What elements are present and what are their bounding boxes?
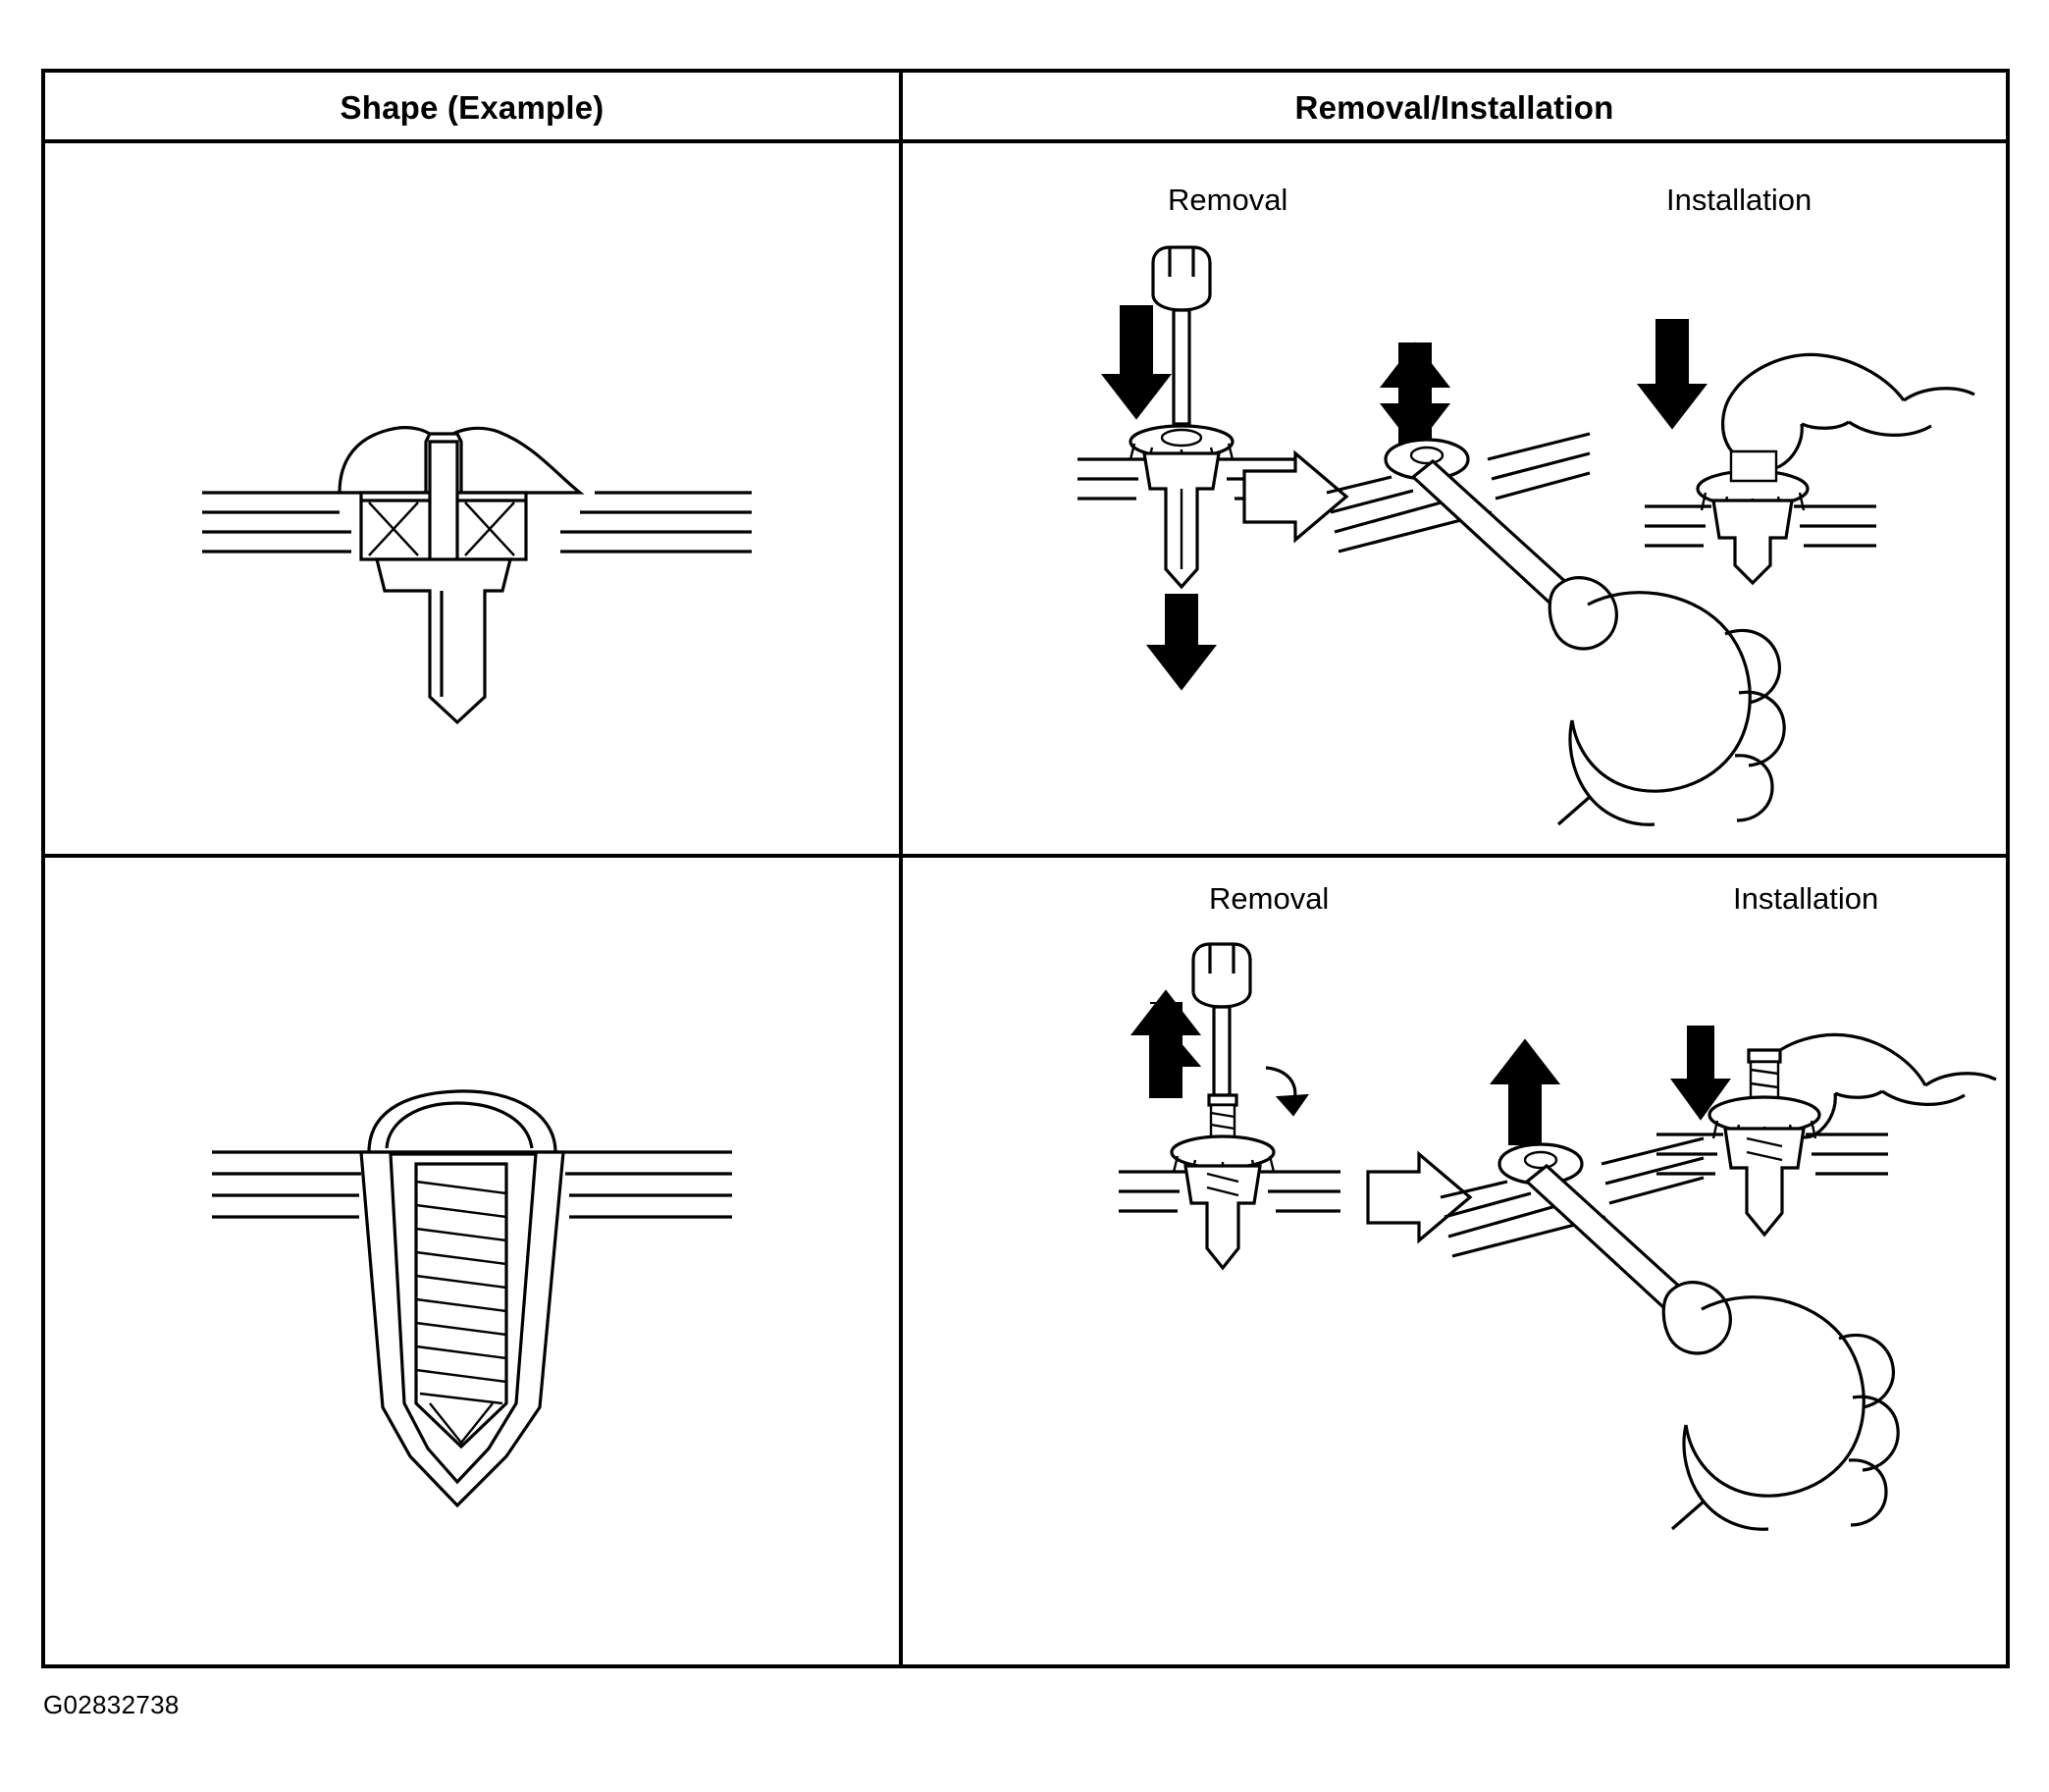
clip-removal-table xyxy=(41,69,2010,1668)
table-header-row xyxy=(45,73,2006,143)
label-removal-row1: Removal xyxy=(1168,183,1288,217)
cell-shape-row1 xyxy=(45,147,899,854)
figure-code: G02832738 xyxy=(43,1690,180,1719)
cell-removal-installation-row2 xyxy=(903,858,2006,1664)
header-removal-installation: Removal/Installation xyxy=(1294,89,1614,126)
cell-removal-installation-row1 xyxy=(903,147,2006,854)
push-rivet-shape-illustration xyxy=(45,147,899,854)
label-removal-row2: Removal xyxy=(1209,881,1330,916)
label-installation-row1: Installation xyxy=(1666,183,1813,217)
screw-clip-shape-illustration xyxy=(45,858,899,1664)
label-installation-row2: Installation xyxy=(1733,881,1879,916)
push-rivet-procedure-illustration xyxy=(903,147,2006,854)
cell-shape-row2 xyxy=(45,858,899,1664)
screw-clip-procedure-illustration xyxy=(903,858,2006,1664)
header-shape-example: Shape (Example) xyxy=(340,89,604,126)
